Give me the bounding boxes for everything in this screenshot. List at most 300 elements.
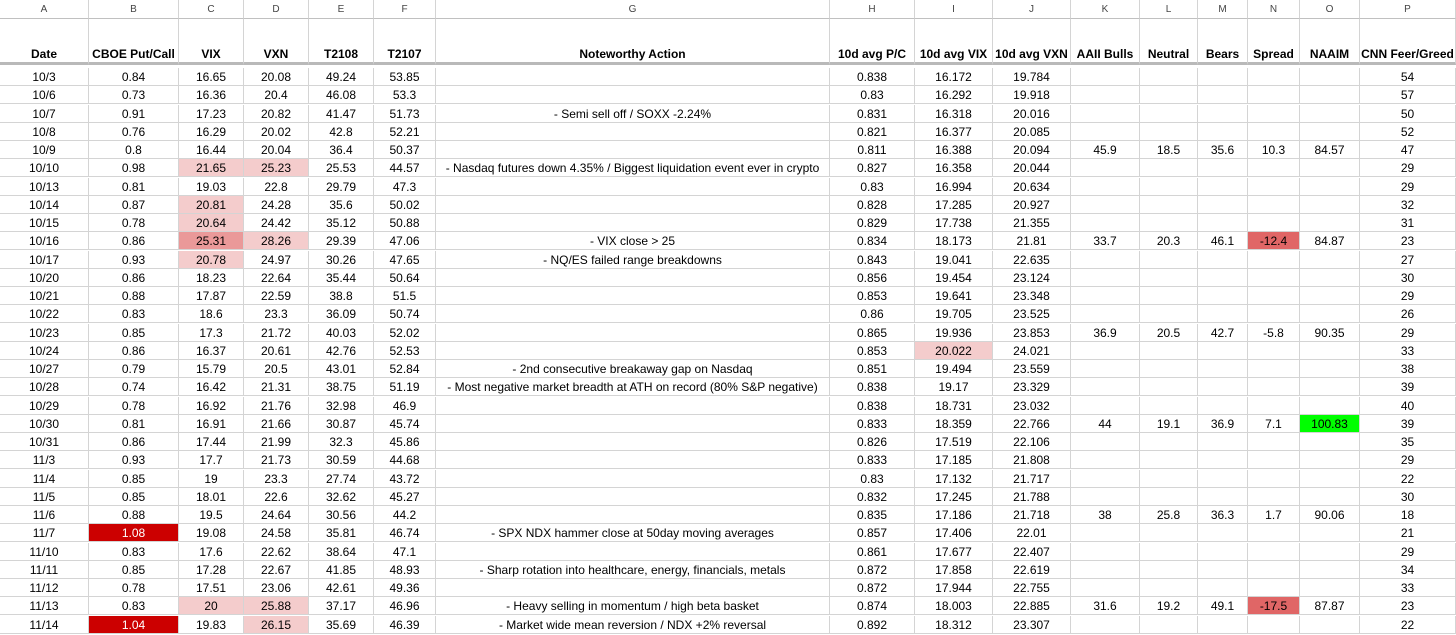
cell-vix[interactable]: 16.65 [179,68,244,86]
column-letter-o[interactable]: O [1300,0,1360,19]
cell-aaii-bulls[interactable] [1071,178,1140,196]
cell-t2108[interactable]: 36.09 [309,305,374,323]
cell-t2108[interactable]: 37.17 [309,597,374,615]
cell-vix[interactable]: 19.83 [179,616,244,634]
cell-t2107[interactable]: 45.86 [374,433,436,451]
cell-cnn-fear-greed[interactable]: 47 [1360,141,1456,159]
cell-avg-vxn[interactable]: 19.918 [993,86,1071,104]
cell-noteworthy-action[interactable]: - Heavy selling in momentum / high beta basket [436,597,830,615]
cell-cnn-fear-greed[interactable]: 23 [1360,597,1456,615]
cell-noteworthy-action[interactable] [436,488,830,506]
cell-vxn[interactable]: 20.61 [244,342,309,360]
cell-date[interactable]: 11/6 [0,506,89,524]
cell-noteworthy-action[interactable] [436,342,830,360]
cell-avg-pc[interactable]: 0.811 [830,141,915,159]
cell-date[interactable]: 10/6 [0,86,89,104]
cell-cnn-fear-greed[interactable]: 29 [1360,159,1456,177]
cell-avg-pc[interactable]: 0.831 [830,105,915,123]
cell-spread[interactable] [1248,488,1300,506]
cell-bears[interactable] [1198,378,1248,396]
cell-noteworthy-action[interactable]: - VIX close > 25 [436,232,830,250]
cell-naaim[interactable]: 84.87 [1300,232,1360,250]
cell-put-call[interactable]: 0.86 [89,232,179,250]
cell-bears[interactable] [1198,287,1248,305]
cell-avg-vix[interactable]: 20.022 [915,342,993,360]
cell-naaim[interactable] [1300,342,1360,360]
cell-date[interactable]: 10/24 [0,342,89,360]
cell-avg-pc[interactable]: 0.832 [830,488,915,506]
cell-neutral[interactable] [1140,251,1198,269]
cell-avg-vxn[interactable]: 21.788 [993,488,1071,506]
cell-vxn[interactable]: 23.3 [244,305,309,323]
cell-noteworthy-action[interactable] [436,579,830,597]
cell-aaii-bulls[interactable] [1071,561,1140,579]
cell-t2107[interactable]: 46.96 [374,597,436,615]
cell-vix[interactable]: 20.64 [179,214,244,232]
cell-bears[interactable] [1198,269,1248,287]
header-noteworthy-action[interactable]: Noteworthy Action [436,19,830,65]
cell-aaii-bulls[interactable]: 33.7 [1071,232,1140,250]
cell-bears[interactable] [1198,433,1248,451]
cell-naaim[interactable] [1300,196,1360,214]
cell-avg-pc[interactable]: 0.843 [830,251,915,269]
cell-vxn[interactable]: 24.64 [244,506,309,524]
cell-naaim[interactable] [1300,543,1360,561]
cell-avg-vix[interactable]: 18.003 [915,597,993,615]
header-vxn[interactable]: VXN [244,19,309,65]
cell-avg-vix[interactable]: 19.454 [915,269,993,287]
cell-avg-vxn[interactable]: 21.81 [993,232,1071,250]
cell-naaim[interactable] [1300,68,1360,86]
cell-avg-pc[interactable]: 0.856 [830,269,915,287]
cell-date[interactable]: 10/13 [0,178,89,196]
cell-vxn[interactable]: 20.4 [244,86,309,104]
cell-date[interactable]: 10/20 [0,269,89,287]
cell-avg-pc[interactable]: 0.834 [830,232,915,250]
cell-t2108[interactable]: 40.03 [309,324,374,342]
cell-t2108[interactable]: 41.47 [309,105,374,123]
cell-spread[interactable] [1248,378,1300,396]
cell-naaim[interactable] [1300,123,1360,141]
cell-t2108[interactable]: 29.79 [309,178,374,196]
cell-t2107[interactable]: 53.85 [374,68,436,86]
cell-date[interactable]: 10/15 [0,214,89,232]
cell-avg-vix[interactable]: 19.17 [915,378,993,396]
cell-t2107[interactable]: 45.27 [374,488,436,506]
cell-date[interactable]: 11/10 [0,543,89,561]
cell-neutral[interactable] [1140,269,1198,287]
cell-date[interactable]: 11/13 [0,597,89,615]
cell-put-call[interactable]: 0.91 [89,105,179,123]
cell-noteworthy-action[interactable] [436,433,830,451]
cell-avg-pc[interactable]: 0.826 [830,433,915,451]
cell-t2107[interactable]: 45.74 [374,415,436,433]
cell-aaii-bulls[interactable] [1071,214,1140,232]
cell-t2107[interactable]: 52.53 [374,342,436,360]
cell-noteworthy-action[interactable]: - Most negative market breadth at ATH on record (80% S&P negative) [436,378,830,396]
cell-date[interactable]: 10/21 [0,287,89,305]
cell-bears[interactable] [1198,123,1248,141]
cell-cnn-fear-greed[interactable]: 29 [1360,287,1456,305]
cell-neutral[interactable] [1140,178,1198,196]
cell-date[interactable]: 10/14 [0,196,89,214]
cell-cnn-fear-greed[interactable]: 40 [1360,397,1456,415]
header-t2107[interactable]: T2107 [374,19,436,65]
cell-naaim[interactable] [1300,488,1360,506]
cell-t2108[interactable]: 36.4 [309,141,374,159]
cell-t2108[interactable]: 38.75 [309,378,374,396]
cell-naaim[interactable] [1300,561,1360,579]
column-letter-n[interactable]: N [1248,0,1300,19]
cell-bears[interactable] [1198,451,1248,469]
column-letter-j[interactable]: J [993,0,1071,19]
cell-noteworthy-action[interactable] [436,86,830,104]
cell-cnn-fear-greed[interactable]: 50 [1360,105,1456,123]
cell-cnn-fear-greed[interactable]: 22 [1360,616,1456,634]
cell-aaii-bulls[interactable] [1071,251,1140,269]
cell-cnn-fear-greed[interactable]: 54 [1360,68,1456,86]
cell-avg-vix[interactable]: 17.944 [915,579,993,597]
cell-avg-pc[interactable]: 0.86 [830,305,915,323]
cell-avg-vxn[interactable]: 20.085 [993,123,1071,141]
cell-vxn[interactable]: 24.42 [244,214,309,232]
cell-avg-vxn[interactable]: 19.784 [993,68,1071,86]
cell-avg-pc[interactable]: 0.892 [830,616,915,634]
cell-noteworthy-action[interactable]: - NQ/ES failed range breakdowns [436,251,830,269]
cell-neutral[interactable]: 18.5 [1140,141,1198,159]
cell-t2108[interactable]: 29.39 [309,232,374,250]
cell-noteworthy-action[interactable] [436,287,830,305]
cell-bears[interactable]: 36.9 [1198,415,1248,433]
cell-vxn[interactable]: 24.58 [244,524,309,542]
cell-avg-vix[interactable]: 19.641 [915,287,993,305]
cell-spread[interactable] [1248,433,1300,451]
cell-avg-vxn[interactable]: 23.559 [993,360,1071,378]
cell-neutral[interactable]: 20.5 [1140,324,1198,342]
cell-date[interactable]: 10/17 [0,251,89,269]
cell-avg-pc[interactable]: 0.821 [830,123,915,141]
cell-cnn-fear-greed[interactable]: 30 [1360,488,1456,506]
cell-avg-vxn[interactable]: 22.619 [993,561,1071,579]
header-neutral[interactable]: Neutral [1140,19,1198,65]
cell-aaii-bulls[interactable]: 31.6 [1071,597,1140,615]
cell-vxn[interactable]: 23.3 [244,470,309,488]
header-spread[interactable]: Spread [1248,19,1300,65]
cell-avg-vix[interactable]: 19.705 [915,305,993,323]
cell-spread[interactable] [1248,543,1300,561]
cell-t2107[interactable]: 49.36 [374,579,436,597]
column-letter-l[interactable]: L [1140,0,1198,19]
column-letter-e[interactable]: E [309,0,374,19]
cell-aaii-bulls[interactable] [1071,360,1140,378]
cell-aaii-bulls[interactable] [1071,196,1140,214]
cell-avg-vix[interactable]: 18.173 [915,232,993,250]
cell-avg-pc[interactable]: 0.83 [830,178,915,196]
cell-t2108[interactable]: 32.3 [309,433,374,451]
cell-vxn[interactable]: 22.67 [244,561,309,579]
cell-bears[interactable] [1198,579,1248,597]
column-letter-g[interactable]: G [436,0,830,19]
cell-noteworthy-action[interactable] [436,397,830,415]
cell-noteworthy-action[interactable] [436,68,830,86]
cell-neutral[interactable] [1140,543,1198,561]
column-letter-f[interactable]: F [374,0,436,19]
cell-aaii-bulls[interactable] [1071,105,1140,123]
cell-vxn[interactable]: 20.08 [244,68,309,86]
cell-avg-pc[interactable]: 0.874 [830,597,915,615]
cell-t2108[interactable]: 46.08 [309,86,374,104]
cell-avg-vix[interactable]: 16.358 [915,159,993,177]
cell-neutral[interactable] [1140,378,1198,396]
cell-avg-vix[interactable]: 17.185 [915,451,993,469]
cell-naaim[interactable] [1300,86,1360,104]
cell-avg-vxn[interactable]: 22.766 [993,415,1071,433]
cell-date[interactable]: 10/31 [0,433,89,451]
cell-aaii-bulls[interactable] [1071,123,1140,141]
cell-cnn-fear-greed[interactable]: 22 [1360,470,1456,488]
cell-t2108[interactable]: 35.6 [309,196,374,214]
cell-naaim[interactable] [1300,269,1360,287]
cell-cnn-fear-greed[interactable]: 57 [1360,86,1456,104]
cell-avg-vix[interactable]: 16.994 [915,178,993,196]
cell-avg-vxn[interactable]: 22.755 [993,579,1071,597]
cell-neutral[interactable]: 20.3 [1140,232,1198,250]
cell-vix[interactable]: 17.6 [179,543,244,561]
cell-naaim[interactable]: 84.57 [1300,141,1360,159]
cell-vix[interactable]: 18.6 [179,305,244,323]
cell-noteworthy-action[interactable] [436,506,830,524]
cell-aaii-bulls[interactable] [1071,451,1140,469]
cell-aaii-bulls[interactable] [1071,68,1140,86]
cell-noteworthy-action[interactable] [436,269,830,287]
cell-cnn-fear-greed[interactable]: 23 [1360,232,1456,250]
cell-avg-vix[interactable]: 17.406 [915,524,993,542]
cell-t2108[interactable]: 35.44 [309,269,374,287]
cell-vix[interactable]: 19.5 [179,506,244,524]
cell-neutral[interactable] [1140,159,1198,177]
cell-bears[interactable] [1198,196,1248,214]
column-letter-k[interactable]: K [1071,0,1140,19]
cell-put-call[interactable]: 0.93 [89,451,179,469]
cell-vix[interactable]: 20 [179,597,244,615]
cell-naaim[interactable] [1300,360,1360,378]
cell-bears[interactable]: 49.1 [1198,597,1248,615]
cell-put-call[interactable]: 0.78 [89,397,179,415]
cell-put-call[interactable]: 0.8 [89,141,179,159]
cell-noteworthy-action[interactable] [436,214,830,232]
header-date[interactable]: Date [0,19,89,65]
cell-avg-vxn[interactable]: 21.808 [993,451,1071,469]
cell-date[interactable]: 11/5 [0,488,89,506]
cell-noteworthy-action[interactable] [436,196,830,214]
cell-t2108[interactable]: 35.81 [309,524,374,542]
cell-put-call[interactable]: 1.08 [89,524,179,542]
cell-vxn[interactable]: 21.99 [244,433,309,451]
cell-date[interactable]: 10/7 [0,105,89,123]
cell-aaii-bulls[interactable]: 38 [1071,506,1140,524]
cell-spread[interactable] [1248,159,1300,177]
cell-avg-vxn[interactable]: 22.01 [993,524,1071,542]
cell-avg-vix[interactable]: 16.318 [915,105,993,123]
cell-cnn-fear-greed[interactable]: 29 [1360,451,1456,469]
cell-vxn[interactable]: 21.72 [244,324,309,342]
cell-t2108[interactable]: 27.74 [309,470,374,488]
cell-avg-pc[interactable]: 0.833 [830,415,915,433]
cell-vix[interactable]: 17.3 [179,324,244,342]
cell-bears[interactable] [1198,68,1248,86]
cell-t2108[interactable]: 25.53 [309,159,374,177]
cell-bears[interactable] [1198,305,1248,323]
cell-cnn-fear-greed[interactable]: 33 [1360,579,1456,597]
column-letter-i[interactable]: I [915,0,993,19]
cell-vix[interactable]: 16.29 [179,123,244,141]
cell-bears[interactable] [1198,470,1248,488]
cell-date[interactable]: 10/30 [0,415,89,433]
cell-t2107[interactable]: 52.84 [374,360,436,378]
cell-vix[interactable]: 16.44 [179,141,244,159]
cell-put-call[interactable]: 0.85 [89,470,179,488]
cell-t2107[interactable]: 46.74 [374,524,436,542]
cell-t2107[interactable]: 50.88 [374,214,436,232]
cell-avg-pc[interactable]: 0.828 [830,196,915,214]
cell-avg-pc[interactable]: 0.857 [830,524,915,542]
cell-bears[interactable] [1198,616,1248,634]
cell-avg-vix[interactable]: 18.312 [915,616,993,634]
cell-vix[interactable]: 20.78 [179,251,244,269]
cell-avg-vix[interactable]: 19.936 [915,324,993,342]
cell-avg-pc[interactable]: 0.835 [830,506,915,524]
cell-vxn[interactable]: 28.26 [244,232,309,250]
cell-avg-pc[interactable]: 0.872 [830,561,915,579]
column-letter-b[interactable]: B [89,0,179,19]
cell-vxn[interactable]: 20.5 [244,360,309,378]
cell-date[interactable]: 10/8 [0,123,89,141]
cell-avg-vxn[interactable]: 24.021 [993,342,1071,360]
cell-t2108[interactable]: 42.8 [309,123,374,141]
cell-put-call[interactable]: 0.78 [89,214,179,232]
cell-neutral[interactable] [1140,68,1198,86]
cell-bears[interactable]: 42.7 [1198,324,1248,342]
cell-bears[interactable]: 35.6 [1198,141,1248,159]
cell-spread[interactable] [1248,123,1300,141]
cell-spread[interactable]: 7.1 [1248,415,1300,433]
cell-t2108[interactable]: 30.87 [309,415,374,433]
cell-avg-vxn[interactable]: 23.348 [993,287,1071,305]
cell-put-call[interactable]: 0.88 [89,506,179,524]
cell-neutral[interactable] [1140,451,1198,469]
cell-t2108[interactable]: 30.26 [309,251,374,269]
cell-bears[interactable] [1198,159,1248,177]
cell-t2108[interactable]: 35.12 [309,214,374,232]
cell-date[interactable]: 10/29 [0,397,89,415]
cell-vxn[interactable]: 22.64 [244,269,309,287]
cell-naaim[interactable] [1300,470,1360,488]
cell-neutral[interactable] [1140,305,1198,323]
cell-t2107[interactable]: 50.64 [374,269,436,287]
cell-aaii-bulls[interactable]: 44 [1071,415,1140,433]
cell-spread[interactable] [1248,105,1300,123]
cell-neutral[interactable] [1140,360,1198,378]
cell-t2107[interactable]: 47.3 [374,178,436,196]
cell-t2107[interactable]: 46.9 [374,397,436,415]
cell-put-call[interactable]: 0.98 [89,159,179,177]
cell-neutral[interactable]: 19.2 [1140,597,1198,615]
cell-naaim[interactable]: 90.06 [1300,506,1360,524]
cell-naaim[interactable] [1300,524,1360,542]
cell-date[interactable]: 10/10 [0,159,89,177]
cell-cnn-fear-greed[interactable]: 38 [1360,360,1456,378]
cell-vix[interactable]: 21.65 [179,159,244,177]
cell-t2107[interactable]: 51.73 [374,105,436,123]
cell-vix[interactable]: 19.08 [179,524,244,542]
cell-avg-vxn[interactable]: 23.853 [993,324,1071,342]
cell-put-call[interactable]: 0.78 [89,579,179,597]
cell-avg-vxn[interactable]: 20.044 [993,159,1071,177]
cell-t2108[interactable]: 38.64 [309,543,374,561]
cell-neutral[interactable] [1140,86,1198,104]
cell-noteworthy-action[interactable]: - SPX NDX hammer close at 50day moving averages [436,524,830,542]
cell-t2107[interactable]: 46.39 [374,616,436,634]
cell-spread[interactable] [1248,305,1300,323]
cell-t2108[interactable]: 32.62 [309,488,374,506]
cell-neutral[interactable] [1140,616,1198,634]
cell-avg-pc[interactable]: 0.83 [830,470,915,488]
cell-naaim[interactable] [1300,616,1360,634]
cell-vxn[interactable]: 20.02 [244,123,309,141]
cell-avg-pc[interactable]: 0.851 [830,360,915,378]
cell-t2108[interactable]: 42.61 [309,579,374,597]
cell-neutral[interactable] [1140,470,1198,488]
cell-vix[interactable]: 17.44 [179,433,244,451]
cell-spread[interactable]: -5.8 [1248,324,1300,342]
cell-noteworthy-action[interactable] [436,141,830,159]
cell-bears[interactable] [1198,105,1248,123]
cell-spread[interactable] [1248,524,1300,542]
cell-noteworthy-action[interactable]: - Semi sell off / SOXX -2.24% [436,105,830,123]
cell-avg-pc[interactable]: 0.829 [830,214,915,232]
cell-bears[interactable] [1198,214,1248,232]
cell-spread[interactable] [1248,86,1300,104]
cell-avg-vix[interactable]: 17.519 [915,433,993,451]
cell-cnn-fear-greed[interactable]: 39 [1360,415,1456,433]
header-avg-pc[interactable]: 10d avg P/C [830,19,915,65]
cell-naaim[interactable] [1300,305,1360,323]
cell-vix[interactable]: 18.01 [179,488,244,506]
cell-aaii-bulls[interactable] [1071,287,1140,305]
cell-bears[interactable] [1198,561,1248,579]
cell-t2108[interactable]: 30.59 [309,451,374,469]
cell-date[interactable]: 11/3 [0,451,89,469]
cell-spread[interactable] [1248,451,1300,469]
cell-vix[interactable]: 17.23 [179,105,244,123]
cell-avg-vxn[interactable]: 23.307 [993,616,1071,634]
cell-vxn[interactable]: 21.31 [244,378,309,396]
cell-cnn-fear-greed[interactable]: 30 [1360,269,1456,287]
cell-put-call[interactable]: 0.83 [89,305,179,323]
cell-put-call[interactable]: 1.04 [89,616,179,634]
cell-avg-vxn[interactable]: 20.634 [993,178,1071,196]
cell-aaii-bulls[interactable] [1071,616,1140,634]
cell-aaii-bulls[interactable] [1071,579,1140,597]
cell-put-call[interactable]: 0.81 [89,415,179,433]
cell-aaii-bulls[interactable] [1071,159,1140,177]
cell-put-call[interactable]: 0.85 [89,561,179,579]
cell-vxn[interactable]: 22.59 [244,287,309,305]
cell-vxn[interactable]: 25.88 [244,597,309,615]
cell-vix[interactable]: 19 [179,470,244,488]
cell-put-call[interactable]: 0.83 [89,597,179,615]
cell-cnn-fear-greed[interactable]: 29 [1360,178,1456,196]
